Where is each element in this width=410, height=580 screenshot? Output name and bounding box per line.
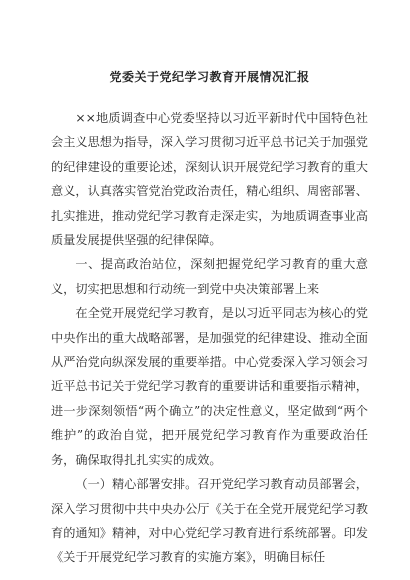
document-title: 党委关于党纪学习教育开展情况汇报 [109,70,310,84]
section-one-paragraph: 在全党开展党纪学习教育，是以习近平同志为核心的党中央作出的重大战略部署，是加强党的纪律建设、推动全面从严治党向纵深发展的重要举措。中心党委深入学习领会习近平总书记关于党纪学习教育的重要讲话和重要指示精神，进一步深刻领悟“两个确立”的决定性意义，坚定做到“两个维护”的政治自觉，把开展党纪学习教育作为重要政治任务，确保取得扎扎实实的成效。 [51,306,368,467]
subsection-one-paragraph: （一）精心部署安排。召开党纪学习教育动员部署会，深入学习贯彻中共中央办公厅《关于在全党开展党纪学习教育的通知》精神，对中心党纪学习教育进行系统部署。印发《关于开展党纪学习教育的实施方案》，明确目标任 [51,477,368,565]
intro-paragraph: ××地质调查中心党委坚持以习近平新时代中国特色社会主义思想为指导，深入学习贯彻习近平总书记关于加强党的纪律建设的重要论述，深刻认识开展党纪学习教育的重大意义，认真落实管党治党政治责任，精心组织、周密部署、扎实推进，推动党纪学习教育走深走实，为地质调查事业高质量发展提供坚强的纪律保障。 [51,111,368,248]
section-heading-one: 一、提高政治站位，深刻把握党纪学习教育的重大意义，切实把思想和行动统一到党中央决策部署上来 [51,257,368,296]
